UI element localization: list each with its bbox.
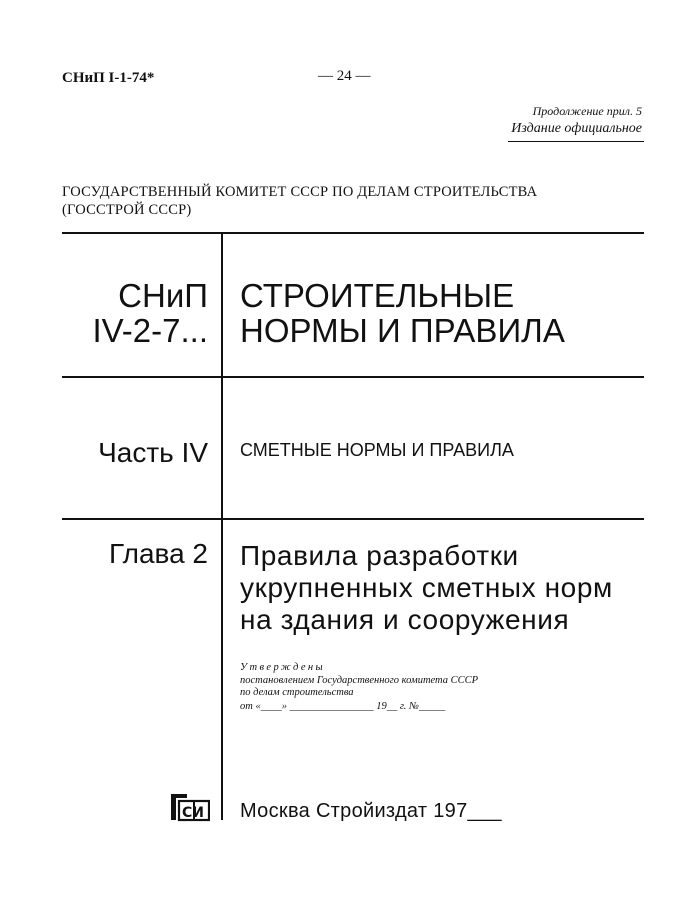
part-title: СМЕТНЫЕ НОРМЫ И ПРАВИЛА (240, 440, 514, 460)
edition-underline (508, 141, 644, 142)
edition-label: Издание официальное (511, 121, 642, 136)
column-divider (221, 232, 223, 820)
publisher-imprint: Москва Стройиздат 197___ (240, 800, 502, 822)
approval-block (240, 662, 478, 700)
main-title-line2: НОРМЫ И ПРАВИЛА (240, 312, 565, 349)
approval-body: по делам строительства (240, 687, 354, 698)
divider-2 (62, 518, 644, 520)
snip-code-line1: СНиП (118, 277, 208, 314)
committee-heading (62, 183, 537, 219)
main-title (240, 278, 565, 348)
chapter-title-line1: Правила разработки (240, 540, 519, 571)
snip-code-line2: IV-2-7... (92, 312, 208, 349)
chapter-title-line2: укрупненных сметных норм (240, 572, 613, 603)
approval-heading: Утверждены (240, 662, 326, 673)
chapter-label: Глава 2 (109, 538, 208, 569)
divider-1 (62, 376, 644, 378)
snip-code (92, 278, 208, 348)
approval-date-line: от «____» ________________ 19__ г. №_____ (240, 701, 446, 712)
committee-name: ГОСУДАРСТВЕННЫЙ КОМИТЕТ СССР ПО ДЕЛАМ СТРОИТЕЛЬСТВА (62, 184, 538, 200)
part-label: Часть IV (98, 437, 208, 468)
header-document-code: СНиП I-1-74* (62, 70, 155, 86)
continuation-note: Продолжение прил. 5 (532, 104, 642, 118)
chapter-title (240, 540, 613, 636)
chapter-title-line3: на здания и сооружения (240, 604, 570, 635)
approval-decree: постановлением Государственного комитета СССР (240, 674, 479, 686)
page-number: — 24 — (318, 68, 371, 84)
logo-letters: СИ (182, 805, 204, 821)
committee-abbr: (ГОССТРОЙ СССР) (62, 202, 192, 218)
publisher-logo-icon (170, 788, 210, 822)
main-title-line1: СТРОИТЕЛЬНЫЕ (240, 277, 515, 314)
divider-top (62, 232, 644, 234)
